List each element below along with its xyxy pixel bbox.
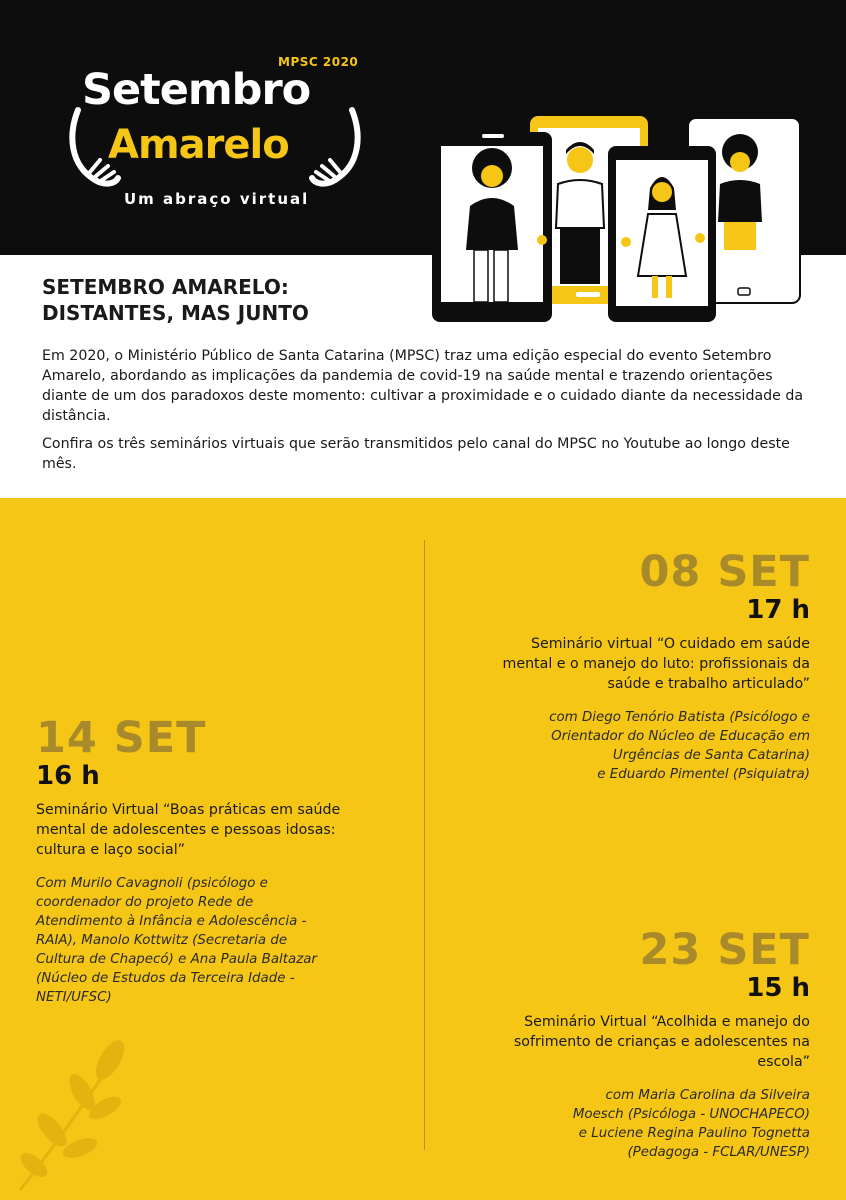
event-08-set	[440, 547, 810, 784]
event-title-line: cultura e laço social”	[36, 842, 185, 858]
event-date: 14 SET	[36, 713, 207, 763]
event-title-line: mental de adolescentes e pessoas idosas:	[36, 822, 336, 838]
event-guest-line: (Núcleo de Estudos da Terceira Idade -	[36, 971, 295, 986]
event-guests	[440, 708, 810, 784]
event-time: 16 h	[36, 761, 100, 791]
event-title-line: sofrimento de crianças e adolescentes na	[513, 1034, 810, 1050]
logo-title-setembro: Setembro	[82, 65, 311, 115]
logo-title-amarelo: Amarelo	[108, 122, 289, 168]
event-title	[440, 634, 810, 694]
people-on-phones-illustration	[430, 110, 810, 325]
event-guest-line: Cultura de Chapecó) e Ana Paula Baltazar	[36, 952, 317, 967]
event-guest-line: NETI/UFSC)	[36, 990, 112, 1005]
event-title-line: Seminário Virtual “Boas práticas em saúde	[36, 802, 341, 818]
event-title-line: mental e o manejo do luto: profissionais da	[502, 656, 810, 672]
page-headline	[42, 274, 309, 326]
setembro-amarelo-logo	[60, 40, 370, 220]
event-title	[36, 800, 416, 860]
event-guest-line: Atendimento à Infância e Adolescência -	[36, 914, 307, 929]
event-23-set	[440, 925, 810, 1162]
event-guest-line: coordenador do projeto Rede de	[36, 895, 254, 910]
event-title-line: escola”	[757, 1054, 810, 1070]
event-guest-line: (Pedagoga - FCLAR/UNESP)	[627, 1145, 810, 1160]
event-guest-line: Orientador do Núcleo de Educação em	[551, 729, 810, 744]
event-title-line: Seminário virtual “O cuidado em saúde	[530, 636, 810, 652]
event-time: 15 h	[746, 973, 810, 1003]
event-14-set	[36, 713, 416, 1007]
event-guests	[440, 1086, 810, 1162]
intro-paragraph-1: Em 2020, o Ministério Público de Santa Catarina (MPSC) traz uma edição especial do evento Setembro Amarelo, abordando as implicações da pandemia de covid-19 na saúde mental e trazendo orientações diante de um dos paradoxos deste momento: cultivar a proximidade e o cuidado diante da necessidade da distância.	[42, 348, 804, 424]
event-time: 17 h	[746, 595, 810, 625]
event-guest-line: Moesch (Psicóloga - UNOCHAPECO)	[572, 1107, 810, 1122]
event-guest-line: Urgências de Santa Catarina)	[612, 748, 810, 763]
intro-text	[42, 346, 812, 482]
intro-paragraph-2: Confira os três seminários virtuais que serão transmitidos pelo canal do MPSC no Youtube ao longo deste mês.	[42, 436, 790, 472]
event-guest-line: com Maria Carolina da Silveira	[605, 1088, 810, 1103]
headline-line-1: SETEMBRO AMARELO:	[42, 275, 289, 299]
event-title	[440, 1012, 810, 1072]
event-date: 08 SET	[639, 547, 810, 597]
logo-tag: MPSC 2020	[278, 55, 359, 69]
leaf-branch-icon	[10, 1030, 140, 1195]
event-guests	[36, 874, 416, 1007]
event-guest-line: e Luciene Regina Paulino Tognetta	[578, 1126, 810, 1141]
event-guest-line: e Eduardo Pimentel (Psiquiatra)	[597, 767, 810, 782]
event-title-line: saúde e trabalho articulado”	[607, 676, 810, 692]
logo-subtitle: Um abraço virtual	[124, 190, 310, 208]
event-guest-line: com Diego Tenório Batista (Psicólogo e	[549, 710, 810, 725]
event-date: 23 SET	[639, 925, 810, 975]
event-guest-line: Com Murilo Cavagnoli (psicólogo e	[36, 876, 268, 891]
event-guest-line: RAIA), Manolo Kottwitz (Secretaria de	[36, 933, 288, 948]
headline-line-2: DISTANTES, MAS JUNTO	[42, 301, 309, 325]
event-title-line: Seminário Virtual “Acolhida e manejo do	[524, 1014, 810, 1030]
column-divider	[424, 540, 425, 1150]
